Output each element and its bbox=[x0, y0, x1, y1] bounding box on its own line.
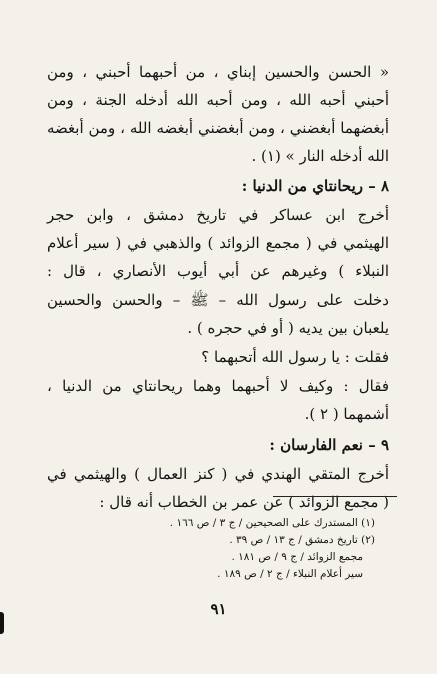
body-line: الهيثمي في ( مجمع الزوائد ) والذهبي في ( سير أعلام bbox=[47, 234, 389, 252]
body-line: الله أدخله النار » (١) . bbox=[251, 147, 389, 165]
body-line: فقلت : يا رسول الله أتحبهما ؟ bbox=[201, 348, 389, 366]
footnote: (٢) تاريخ دمشق / ج ١٣ / ص ٣٩ . bbox=[229, 534, 375, 546]
body-line: ( مجمع الزوائد ) عن عمر بن الخطاب أنه قال : bbox=[99, 493, 389, 511]
section-heading: ٨ – ريحانتاي من الدنيا : bbox=[241, 177, 389, 195]
page-edge-mark bbox=[0, 612, 4, 634]
footnote: مجمع الزوائد / ج ٩ / ص ١٨١ . bbox=[231, 551, 363, 563]
body-line: أحبني أحبه الله ، ومن أحبه الله أدخله الجنة ، ومن bbox=[47, 91, 389, 109]
page-number: ٩١ bbox=[210, 600, 227, 618]
body-line: أخرج ابن عساكر في تاريخ دمشق ، وابن حجر bbox=[47, 206, 389, 224]
body-line: يلعبان بين يديه ( أو في حجره ) . bbox=[187, 319, 389, 337]
body-line: النبلاء ) وغيرهم عن أبي أيوب الأنصاري ، قال : bbox=[47, 262, 389, 280]
body-line: أشمهما ( ٢ ). bbox=[304, 405, 389, 423]
footnote-divider bbox=[273, 496, 397, 497]
footnote: (١) المستدرك على الصحيحين / ج ٣ / ص ١٦٦ . bbox=[169, 517, 375, 529]
footnote: سير أعلام النبلاء / ج ٢ / ص ١٨٩ . bbox=[217, 568, 363, 580]
body-line: فقال : وكيف لا أحبهما وهما ريحانتاي من الدنيا ، bbox=[47, 377, 389, 395]
body-line: « الحسن والحسين إبناي ، من أحبهما أحبني ، ومن bbox=[47, 63, 389, 81]
section-heading: ٩ – نعم الفارسان : bbox=[269, 436, 389, 454]
body-line: دخلت على رسول الله – ﷺ – والحسن والحسين bbox=[47, 291, 389, 309]
body-line: أخرج المتقي الهندي في ( كنز العمال ) والهيثمي في bbox=[47, 465, 389, 483]
body-line: أبغضهما أبغضني ، ومن أبغضني أبغضه الله ، ومن أبغضه bbox=[47, 119, 389, 137]
